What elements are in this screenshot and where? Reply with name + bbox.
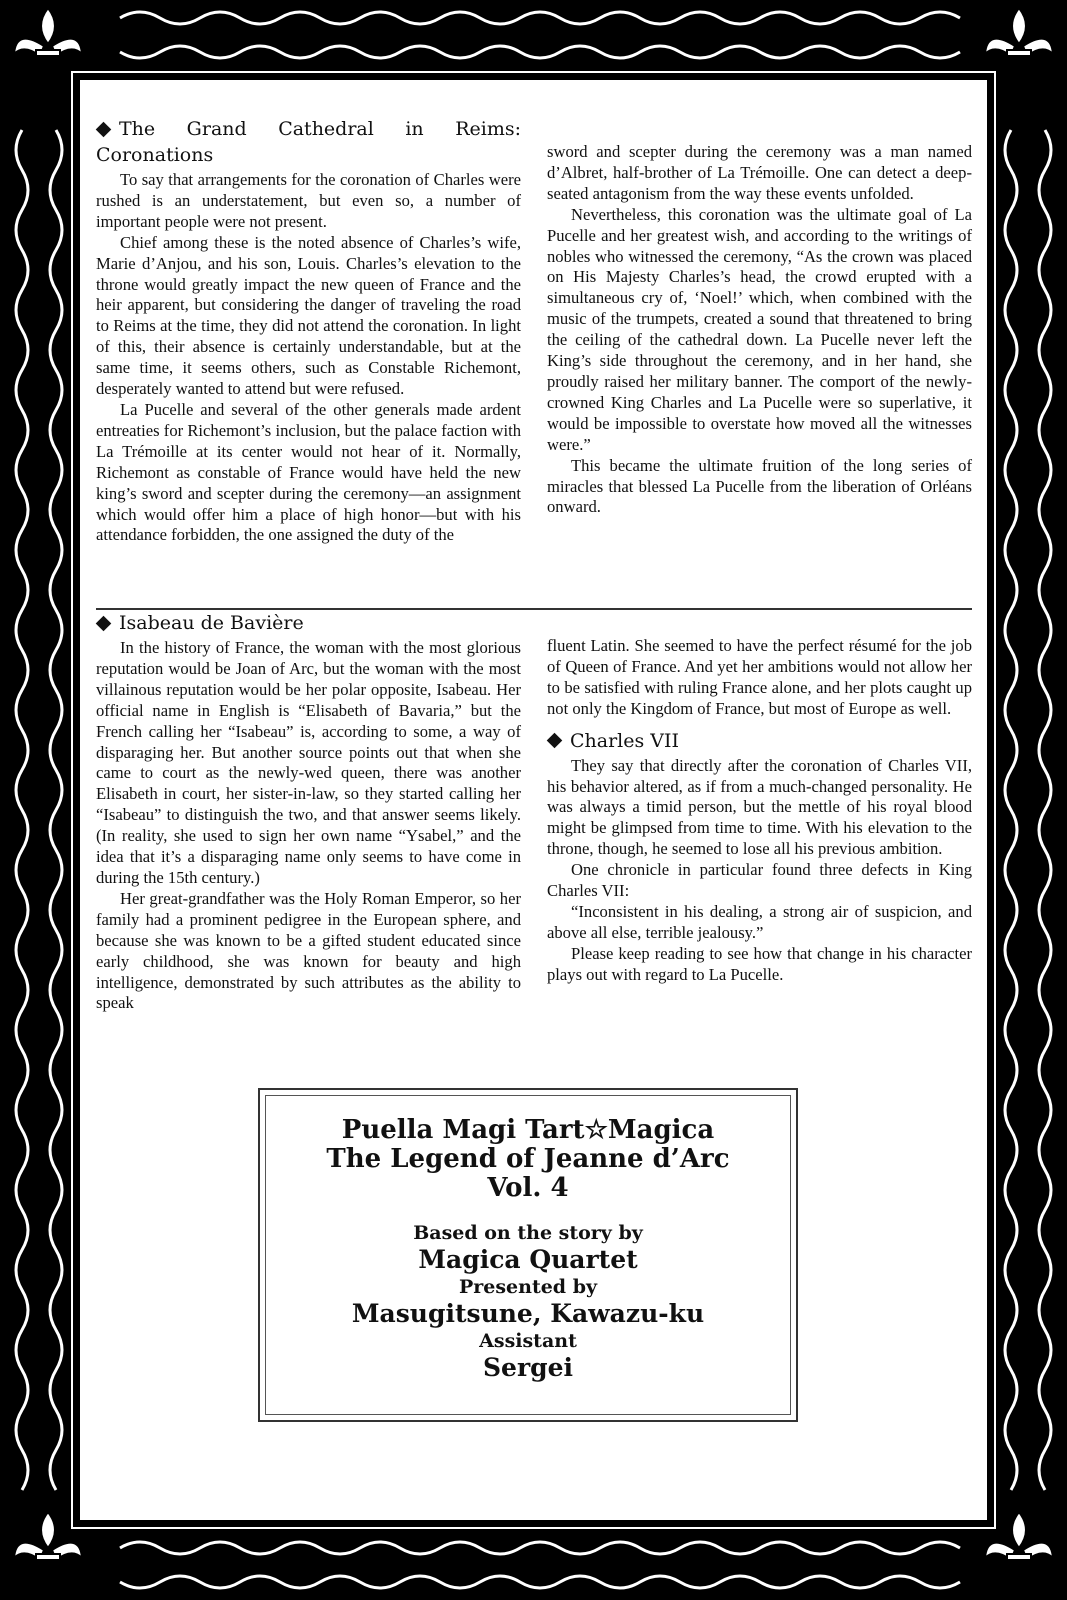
presented-by-label: Presented by (458, 1276, 598, 1298)
column-right (547, 610, 972, 1014)
series-subtitle: The Legend of Jeanne d’Arc (326, 1144, 730, 1174)
paragraph: To say that arrangements for the coronation of Charles were rushed is an understatement, but even so, a number of important people were not present. (96, 170, 521, 231)
section-isabeau (96, 610, 972, 1014)
column-right (547, 116, 972, 546)
paragraph: Chief among these is the noted absence of Charles’s wife, Marie d’Anjou, and his son, Louis. Charles’s elevation to the throne would greatly impact the new queen of France and the heir apparent, but considering the danger of traveling the road to Reims at the time, they did not attend the coronation. In light of this, their absence is certainly understandable, but at the same time, it seems others, such as Constable Richemont, desperately wanted to attend but were refused. (96, 232, 521, 399)
paragraph: fluent Latin. She seemed to have the perfect résumé for the job of Queen of France. And yet her ambitions would not allow her to be satisfied with ruling France alone, and her plots caught up not only the Kingdom of France, but most of Europe as well. (547, 636, 972, 718)
paragraph: Please keep reading to see how that change in his character plays out with regard to La Pucelle. (547, 943, 972, 984)
section-heading-charles: Charles VII (547, 728, 972, 754)
paragraph: One chronicle in particular found three defects in King Charles VII: (547, 860, 972, 901)
section-heading: The Grand Cathedral in Reims: Coronations (96, 118, 521, 166)
paragraph: This became the ultimate fruition of the long series of miracles that blessed La Pucelle from the liberation of Orléans onward. (547, 455, 972, 517)
paragraph: Nevertheless, this coronation was the ultimate goal of La Pucelle and her greatest wish, and according to the writings of nobles who witnessed the ceremony, “As the crown was placed on His Majesty Charles’s head, the crowd erupted with a simultaneous cry of, ‘Noel!’ which, when combined with the music of the trumpets, created a sound that threatened to bring the ceiling of the cathedral down. La Pucelle never left the King’s side throughout the ceremony, and in her hand, she proudly raised her military banner. The comport of the newly-crowned King Charles and La Pucelle were so superlative, it would be impossible to overstate how moved all the witnesses were.” (547, 204, 972, 454)
credits-box (258, 1088, 798, 1422)
column-left (96, 610, 521, 1014)
paragraph: sword and scepter during the ceremony was a man named d’Albret, half-brother of La Trémoille. One can detect a deep-seated antagonism from the way these events unfolded. (547, 142, 972, 203)
paragraph: Her great-grandfather was the Holy Roman Emperor, so her family had a prominent pedigree in the European sphere, and because she was known to be a gifted student educated since early childhood, she was known for beauty and high intelligence, demonstrated by such attributes as the ability to speak (96, 888, 521, 1013)
section-heading: Isabeau de Bavière (96, 610, 521, 636)
diamond-bullet-icon (96, 121, 112, 137)
presented-by-name: Masugitsune, Kawazu-ku (351, 1299, 705, 1328)
column-left (96, 116, 521, 546)
diamond-bullet-icon (96, 615, 112, 631)
section-coronations (96, 116, 972, 546)
series-title: Puella Magi Tart☆Magica (341, 1115, 715, 1145)
paragraph: La Pucelle and several of the other generals made ardent entreaties for Richemont’s inclusion, but the palace faction with La Trémoille at its center would not hear of it. Normally, Richemont as constable of France would have held the new king’s sword and scepter during the ceremony—an assignment which would offer him a place of high honor—but with his attendance forbidden, the one assigned the duty of the (96, 399, 521, 545)
based-on-label: Based on the story by (413, 1222, 643, 1244)
content-page (80, 80, 987, 1520)
based-on-name: Magica Quartet (418, 1245, 638, 1274)
assistant-name: Sergei (482, 1353, 573, 1382)
assistant-label: Assistant (479, 1330, 577, 1352)
paragraph: They say that directly after the coronation of Charles VII, his behavior altered, as if from a much-changed personality. He was always a timid person, but the mettle of his royal blood might be glimpsed from time to time. With his elevation to the throne, though, he seemed to lose all his previous ambition. (547, 755, 972, 859)
paragraph: “Inconsistent in his dealing, a strong air of suspicion, and above all else, terrible jealousy.” (547, 901, 972, 942)
paragraph: In the history of France, the woman with the most glorious reputation would be Joan of Arc, but the woman with the most villainous reputation would be her polar opposite, Isabeau. Her official name in English is “Elisabeth of Bavaria,” but the French calling her “Isabeau” is, according to some, a way of disparaging her. But another source points out that when she came to court as the newly-wed queen, there was another Elisabeth in court, her sister-in-law, so they started calling her “Isabeau” to distinguish the two, and that answer seems likely. (In reality, she used to sign her own name “Ysabel,” and the idea that it’s a disparaging name only seems to have come in during the 15th century.) (96, 638, 521, 887)
volume-number: Vol. 4 (487, 1173, 569, 1203)
diamond-bullet-icon (547, 733, 563, 749)
